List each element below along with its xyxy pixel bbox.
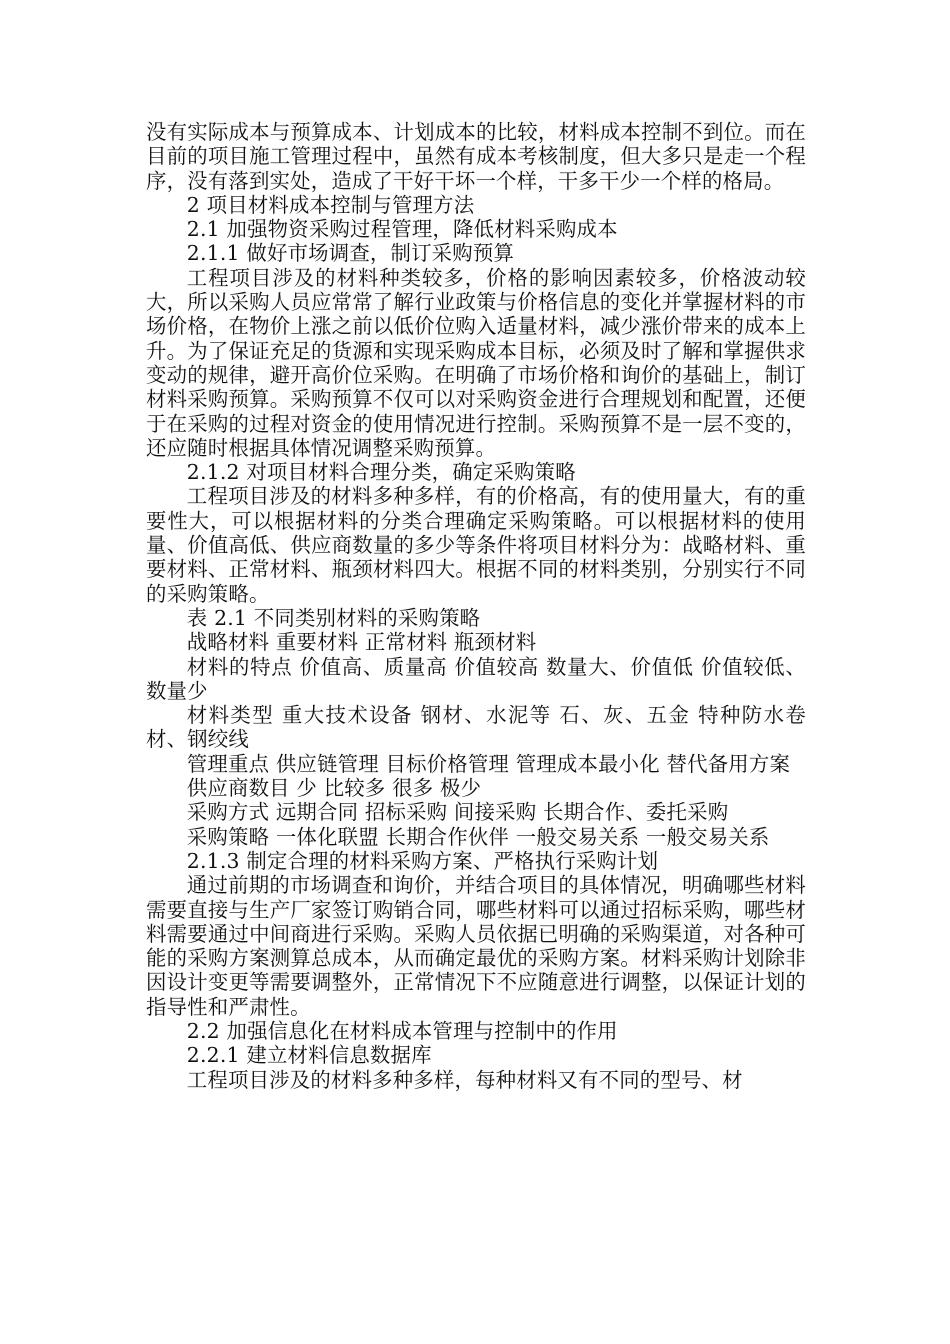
table-row-supplier-count: 供应商数目 少 比较多 很多 极少: [186, 776, 482, 801]
heading-section-2-1-2: 2.1.2 对项目材料合理分类，确定采购策略: [186, 460, 576, 485]
heading-section-2-2-1: 2.2.1 建立材料信息数据库: [186, 1043, 432, 1068]
table-row-purchase-strategy: 采购策略 一体化联盟 长期合作伙伴 一般交易关系 一般交易关系: [186, 824, 770, 849]
heading-section-2-1-3: 2.1.3 制定合理的材料采购方案、严格执行采购计划: [186, 848, 659, 873]
document-page: [146, 120, 806, 1092]
table-row-purchase-method: 采购方式 远期合同 招标采购 间接采购 长期合作、委托采购: [186, 800, 729, 825]
table-row-material-type: 材料类型 重大技术设备 钢材、水泥等 石、灰、五金 特种防水卷材、钢绞线: [146, 703, 806, 752]
table-row-management-focus: 管理重点 供应链管理 目标价格管理 管理成本最小化 替代备用方案: [186, 751, 791, 776]
paragraph-purchase-plan: 通过前期的市场调查和询价，并结合项目的具体情况，明确哪些材料需要直接与生产厂家签订购销合同，哪些材料可以通过招标采购，哪些材料需要通过中间商进行采购。采购人员依据已明确的采购渠道，对各种可能的采购方案测算总成本，从而确定最优的采购方案。材料采购计划除非因设计变更等需要调整外，正常情况下不应随意进行调整，以保证计划的指导性和严肃性。: [146, 873, 806, 1019]
paragraph-material-classification: 工程项目涉及的材料多种多样，有的价格高，有的使用量大，有的重要性大，可以根据材料的分类合理确定采购策略。可以根据材料的使用量、价值高低、供应商数量的多少等条件将项目材料分为：战略材料、重要材料、正常材料、瓶颈材料四大。根据不同的材料类别，分别实行不同的采购策略。: [146, 484, 806, 606]
heading-section-2-1-1: 2.1.1 做好市场调查，制订采购预算: [186, 241, 515, 266]
paragraph-material-database: 工程项目涉及的材料多种多样，每种材料又有不同的型号、材: [186, 1067, 743, 1092]
paragraph-continuation: 没有实际成本与预算成本、计划成本的比较，材料成本控制不到位。而在目前的项目施工管理过程中，虽然有成本考核制度，但大多只是走一个程序，没有落到实处，造成了干好干坏一个样，干多干少一个样的格局。: [146, 120, 806, 193]
heading-section-2-1: 2.1 加强物资采购过程管理，降低材料采购成本: [186, 217, 618, 242]
heading-section-2-2: 2.2 加强信息化在材料成本管理与控制中的作用: [186, 1018, 618, 1043]
table-caption: 表 2.1 不同类别材料的采购策略: [186, 605, 481, 630]
paragraph-market-survey: 工程项目涉及的材料种类较多，价格的影响因素较多，价格波动较大，所以采购人员应常常了解行业政策与价格信息的变化并掌握材料的市场价格，在物价上涨之前以低价位购入适量材料，减少涨价带来的成本上升。为了保证充足的货源和实现采购成本目标，必须及时了解和掌握供求变动的规律，避开高价位采购。在明确了市场价格和询价的基础上，制订材料采购预算。采购预算不仅可以对采购资金进行合理规划和配置，还便于在采购的过程对资金的使用情况进行控制。采购预算不是一层不变的，还应随时根据具体情况调整采购预算。: [146, 265, 806, 460]
table-row-characteristics: 材料的特点 价值高、质量高 价值较高 数量大、价值低 价值较低、数量少: [146, 654, 806, 703]
heading-section-2: 2 项目材料成本控制与管理方法: [186, 192, 475, 217]
table-row-header: 战略材料 重要材料 正常材料 瓶颈材料: [186, 630, 537, 655]
